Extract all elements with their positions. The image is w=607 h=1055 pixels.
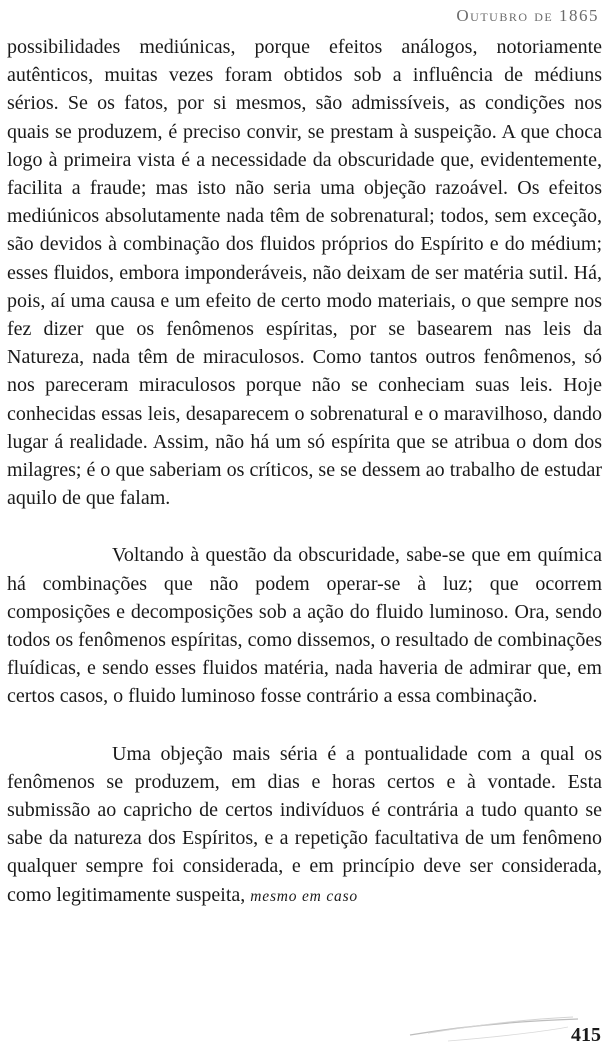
- paragraph-spacer: [7, 512, 602, 541]
- paragraph-3-emphasis: mesmo em caso: [250, 887, 358, 905]
- paragraph-1: possibilidades mediúnicas, porque efeitos análogos, notoriamente autênticos, muitas vezes foram obtidos sob a influência de médiuns sérios. Se os fatos, por si mesmos, são admissíveis, as condições nos quais se produzem, é preciso convir, se prestam à suspeição. A que choca logo à primeira vista é a necessidade da obscuridade que, evidentemente, facilita a fraude; mas isto não seria uma objeção razoável. Os efeitos mediúnicos absolutamente nada têm de sobrenatural; todos, sem exceção, são devidos à combinação dos fluidos próprios do Espírito e do médium; esses fluidos, embora imponderáveis, não deixam de ser matéria sutil. Há, pois, aí uma causa e um efeito de certo modo materiais, o que sempre nos fez dizer que os fenômenos espíritas, por se basearem nas leis da Natureza, nada têm de miraculosos. Como tantos outros fenômenos, só nos pareceram miraculosos porque não se conheciam suas leis. Hoje conhecidas essas leis, desaparecem o sobrenatural e o maravilhoso, dando lugar á realidade. Assim, não há um só espírita que se atribua o dom dos milagres; é o que saberiam os críticos, se se dessem ao trabalho de estudar aquilo de que falam.: [7, 36, 602, 510]
- paragraph-spacer: [7, 711, 602, 740]
- page-number: 415: [571, 1024, 601, 1046]
- paragraph-2: Voltando à questão da obscuridade, sabe-se que em química há combinações que não podem operar-se à luz; que ocorrem composições e decomposições sob a ação do fluido luminoso. Ora, sendo todos os fenômenos espíritas, como dissemos, o resultado de combinações fluídicas, e sendo esses fluidos matéria, nada haveria de admirar que, em certos casos, o fluido luminoso fosse contrário a essa combinação.: [7, 544, 602, 708]
- running-header: Outubro de 1865: [456, 6, 599, 25]
- paragraph-3-text: Uma objeção mais séria é a pontualidade com a qual os fenômenos se produzem, em dias e horas certos e à vontade. Esta submissão ao capricho de certos indivíduos é contrária a tudo quanto se sabe da natureza dos Espíritos, e a repetição facultativa de um fenômeno qualquer sempre foi considerada, e em princípio deve ser considerada, como legitimamente suspeita,: [7, 742, 602, 906]
- page-body: [7, 33, 602, 911]
- paragraph-3: [7, 740, 602, 911]
